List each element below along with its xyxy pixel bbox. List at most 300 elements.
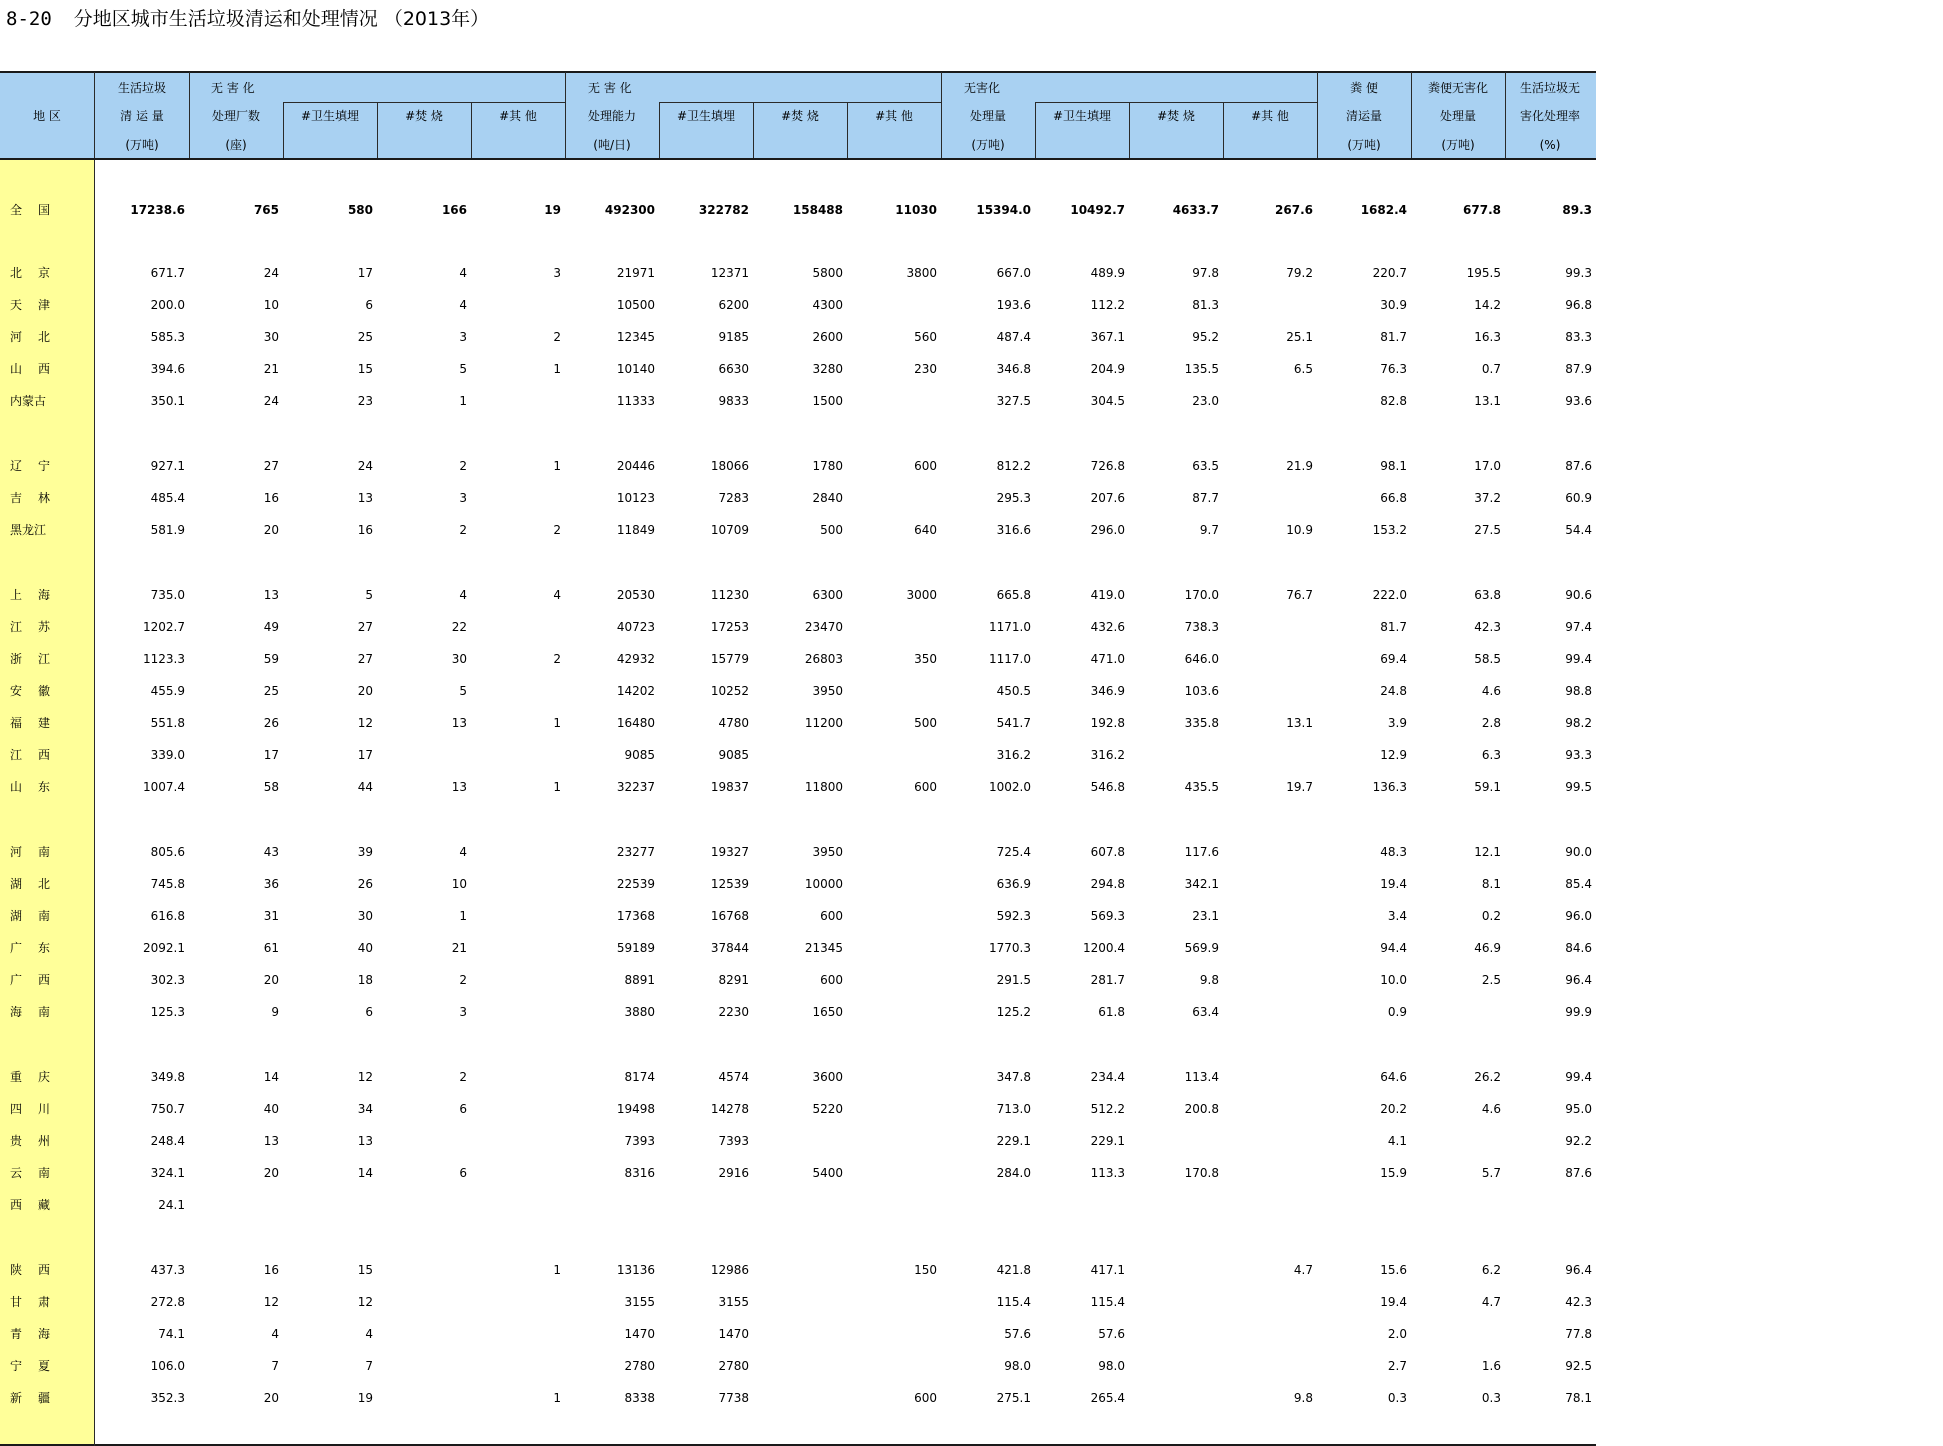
table-cell: 4.7 [1293,1263,1313,1277]
table-cell: 7 [271,1359,279,1373]
table-cell: 14.2 [1474,298,1501,312]
table-cell: 1 [459,394,467,408]
region-label-part: 北 [10,266,23,280]
header-harmless-volume: 无害化 [964,81,1001,95]
table-cell: 3 [459,491,467,505]
region-label-part: 西 [37,973,50,987]
table-cell: 5 [365,588,373,602]
table-cell: 6 [459,1102,467,1116]
region-label-part: 肃 [37,1295,50,1309]
region-column-divider [94,160,95,1446]
table-cell: 569.9 [1184,941,1219,955]
table-cell: 12.1 [1474,845,1501,859]
table-cell: 267.6 [1275,203,1313,217]
table-cell: 5220 [812,1102,843,1116]
region-label-part: 西 [10,1198,23,1212]
header-excrement-collected: 清运量 [1345,109,1383,123]
table-cell: 19327 [710,845,749,859]
region-label-part: 湖 [10,877,23,891]
table-cell: 64.6 [1380,1070,1407,1084]
table-cell: 92.5 [1565,1359,1592,1373]
region-label-part: 建 [37,716,50,730]
table-cell: 16480 [616,716,655,730]
table-cell: 7283 [718,491,749,505]
region-label-part: 宁 [10,1359,23,1373]
table-cell: 12 [357,1070,373,1084]
table-cell: 204.9 [1090,362,1125,376]
region-label [10,941,50,955]
table-cell: 1470 [718,1327,749,1341]
region-label-part: 南 [37,909,50,923]
table-cell: 304.5 [1090,394,1125,408]
table-cell: 2780 [718,1359,749,1373]
title-text: 分地区城市生活垃圾清运和处理情况 [73,8,378,30]
region-label [10,780,50,794]
table-cell: 8338 [624,1391,655,1405]
region-label-part: 国 [37,203,50,217]
region-label-part: 东 [37,780,50,794]
table-cell: 10140 [616,362,655,376]
table-cell: 432.6 [1090,620,1125,634]
header-capacity: 处理能力 [587,109,637,123]
table-cell: 15 [357,1263,373,1277]
table-cell: 2.7 [1387,1359,1407,1373]
table-cell: 1200.4 [1083,941,1125,955]
table-cell: 222.0 [1372,588,1407,602]
table-cell: 21.9 [1286,459,1313,473]
table-cell: 15.6 [1380,1263,1407,1277]
table-cell: 322782 [698,203,749,217]
table-cell: 14202 [616,684,655,698]
table-cell: 15779 [710,652,749,666]
region-label-part: 湖 [10,909,23,923]
table-cell: 581.9 [150,523,185,537]
table-cell: 103.6 [1184,684,1219,698]
table-cell: 13 [451,716,467,730]
table-cell: 27 [357,620,373,634]
table-cell: 81.3 [1192,298,1219,312]
table-cell: 87.6 [1565,1166,1592,1180]
table-cell: 2 [459,973,467,987]
table-cell: 10.9 [1286,523,1313,537]
table-cell: 302.3 [150,973,185,987]
table-cell: 58 [263,780,279,794]
region-label [10,1359,50,1373]
region-label [10,362,50,376]
table-cell: 352.3 [150,1391,185,1405]
table-cell: 646.0 [1184,652,1219,666]
table-cell: 4.6 [1481,1102,1501,1116]
region-label-part: 苏 [37,620,50,634]
header-excrement-treated: 处理量 [1439,109,1477,123]
table-cell: 200.8 [1184,1102,1219,1116]
table-cell: 15 [357,362,373,376]
table-cell: 12 [263,1295,279,1309]
table-cell: 81.7 [1380,620,1407,634]
table-cell: 26.2 [1474,1070,1501,1084]
header-bottom-rule [0,158,1596,160]
table-cell: 350.1 [150,394,185,408]
table-cell: 23.1 [1192,909,1219,923]
region-label [10,1070,50,1084]
table-cell: 2.0 [1387,1327,1407,1341]
table-cell: 21 [451,941,467,955]
table-cell: 6.2 [1481,1263,1501,1277]
region-label-part: 河 [10,845,23,859]
table-cell: 42.3 [1565,1295,1592,1309]
region-label [10,652,50,666]
region-label-part: 林 [37,491,50,505]
table-cell: 10123 [616,491,655,505]
region-label-part: 上 [10,588,23,602]
table-cell: 230 [914,362,937,376]
table-cell: 17253 [710,620,749,634]
region-label [10,298,50,312]
table-cell: 19 [357,1391,373,1405]
table-cell: 4.1 [1387,1134,1407,1148]
table-cell: 3.9 [1387,716,1407,730]
table-cell: 4574 [718,1070,749,1084]
table-cell: 600 [914,459,937,473]
region-label [10,203,50,217]
table-cell: 342.1 [1184,877,1219,891]
table-cell: 1117.0 [989,652,1031,666]
page-title [6,4,489,31]
table-cell: 3 [459,330,467,344]
region-label-part: 南 [37,1166,50,1180]
table-cell: 640 [914,523,937,537]
header-plant-count: 处理厂数 [211,109,261,123]
table-cell: 98.0 [1098,1359,1125,1373]
table-cell: 24 [357,459,373,473]
table-cell: 24 [263,394,279,408]
table-cell: 61.8 [1098,1005,1125,1019]
region-label [10,1263,50,1277]
region-label-part: 云 [10,1166,23,1180]
table-cell: 24.1 [158,1198,185,1212]
region-label-part: 宁 [37,459,50,473]
table-cell: 9 [271,1005,279,1019]
table-cell: 294.8 [1090,877,1125,891]
table-cell: 600 [820,973,843,987]
table-cell: 10252 [710,684,749,698]
table-cell: 99.3 [1565,266,1592,280]
table-cell: 9.7 [1199,523,1219,537]
table-cell: 546.8 [1090,780,1125,794]
table-cell: 19498 [616,1102,655,1116]
table-cell: 23.0 [1192,394,1219,408]
table-cell: 5800 [812,266,843,280]
region-label [10,266,50,280]
table-cell: 14 [263,1070,279,1084]
table-cell: 9185 [718,330,749,344]
region-label [10,1198,50,1212]
table-cell: 98.8 [1565,684,1592,698]
table-cell: 7738 [718,1391,749,1405]
table-cell: 23 [357,394,373,408]
table-cell: 66.8 [1380,491,1407,505]
table-cell: 1 [553,459,561,473]
table-cell: 13.1 [1474,394,1501,408]
table-cell: 20 [263,523,279,537]
table-cell: 30 [451,652,467,666]
table-cell: 2 [459,459,467,473]
table-cell: 1470 [624,1327,655,1341]
table-cell: 40723 [616,620,655,634]
table-cell: 16 [263,1263,279,1277]
table-cell: 13136 [616,1263,655,1277]
table-cell: 76.3 [1380,362,1407,376]
table-cell: 10 [263,298,279,312]
table-cell: 4300 [812,298,843,312]
table-cell: 13 [357,491,373,505]
table-cell: 96.4 [1565,1263,1592,1277]
table-cell: 3280 [812,362,843,376]
header-col-divider [1411,72,1412,158]
table-cell: 2 [459,1070,467,1084]
table-cell: 8174 [624,1070,655,1084]
table-cell: 9.8 [1199,973,1219,987]
table-cell: 63.5 [1192,459,1219,473]
table-cell: 580 [347,203,373,217]
region-label [10,588,50,602]
table-cell: 63.4 [1192,1005,1219,1019]
table-cell: 97.4 [1565,620,1592,634]
table-cell: 3880 [624,1005,655,1019]
region-label-part: 内蒙古 [10,394,47,408]
table-cell: 1 [553,780,561,794]
region-label-part: 甘 [10,1295,23,1309]
header-other-plants: #其 他 [499,109,537,123]
table-cell: 745.8 [150,877,185,891]
table-cell: 765 [253,203,279,217]
table-cell: 339.0 [150,748,185,762]
table-cell: 296.0 [1090,523,1125,537]
header-capacity-unit: (吨/日) [593,138,631,152]
table-cell: 95.2 [1192,330,1219,344]
header-excrement-collected: (万吨) [1347,138,1381,152]
table-cell: 541.7 [996,716,1031,730]
table-cell: 636.9 [996,877,1031,891]
region-label-part: 西 [37,362,50,376]
table-cell: 69.4 [1380,652,1407,666]
table-cell: 500 [914,716,937,730]
table-cell: 10000 [804,877,843,891]
table-cell: 31 [263,909,279,923]
table-cell: 24.8 [1380,684,1407,698]
table-cell: 59.1 [1474,780,1501,794]
table-cell: 27.5 [1474,523,1501,537]
table-cell: 16 [357,523,373,537]
table-cell: 10709 [710,523,749,537]
table-cell: 93.3 [1565,748,1592,762]
region-label [10,716,50,730]
table-cell: 349.8 [150,1070,185,1084]
table-cell: 170.8 [1184,1166,1219,1180]
table-cell: 4633.7 [1172,203,1219,217]
header-col-divider [565,72,566,158]
table-cell: 20 [263,1391,279,1405]
header-plant-count-unit: (座) [225,138,247,152]
table-cell: 20.2 [1380,1102,1407,1116]
header-subcol-divider [1223,102,1224,158]
table-cell: 40 [263,1102,279,1116]
header-subcol-divider [283,102,284,158]
table-cell: 18066 [710,459,749,473]
table-cell: 6630 [718,362,749,376]
table-cell: 220.7 [1372,266,1407,280]
table-cell: 19 [544,203,561,217]
table-cell: 19837 [710,780,749,794]
table-cell: 11200 [804,716,843,730]
table-cell: 6 [365,1005,373,1019]
table-cell: 367.1 [1090,330,1125,344]
table-cell: 63.8 [1474,588,1501,602]
table-cell: 4 [271,1327,279,1341]
table-cell: 9.8 [1293,1391,1313,1405]
table-cell: 30 [357,909,373,923]
region-label [10,684,50,698]
table-cell: 2780 [624,1359,655,1373]
header-group-rule [659,102,941,103]
header-top-rule [0,71,1596,73]
header-subcol-divider [753,102,754,158]
table-cell: 1123.3 [143,652,185,666]
table-cell: 32237 [616,780,655,794]
table-cell: 95.0 [1565,1102,1592,1116]
table-number: 8-20 [6,8,52,30]
table-cell: 327.5 [996,394,1031,408]
table-cell: 346.9 [1090,684,1125,698]
region-column-background [0,160,94,1444]
header-subcol-divider [659,102,660,158]
table-cell: 3155 [718,1295,749,1309]
header-subcol-divider [1035,102,1036,158]
table-cell: 24 [263,266,279,280]
table-cell: 927.1 [150,459,185,473]
table-cell: 335.8 [1184,716,1219,730]
table-cell: 4780 [718,716,749,730]
table-cell: 90.0 [1565,845,1592,859]
table-cell: 600 [914,1391,937,1405]
table-cell: 59189 [616,941,655,955]
table-cell: 9085 [718,748,749,762]
table-cell: 17 [357,748,373,762]
region-label-part: 京 [37,266,50,280]
region-label [10,394,50,408]
table-cell: 57.6 [1004,1327,1031,1341]
table-cell: 16 [263,491,279,505]
header-incineration-volume: #焚 烧 [1157,109,1195,123]
table-cell: 417.1 [1090,1263,1125,1277]
table-cell: 0.9 [1387,1005,1407,1019]
region-label [10,330,50,344]
table-cell: 90.6 [1565,588,1592,602]
table-cell: 1 [553,362,561,376]
header-landfill-volume: #卫生填埋 [1052,109,1112,123]
table-cell: 27 [357,652,373,666]
header-volume: 处理量 [969,109,1007,123]
region-label-part: 津 [37,298,50,312]
table-cell: 2 [459,523,467,537]
table-cell: 22539 [616,877,655,891]
table-cell: 74.1 [158,1327,185,1341]
table-cell: 419.0 [1090,588,1125,602]
region-label-part: 州 [37,1134,50,1148]
table-cell: 600 [820,909,843,923]
table-cell: 347.8 [996,1070,1031,1084]
table-cell: 500 [820,523,843,537]
table-cell: 11030 [895,203,937,217]
table-cell: 713.0 [996,1102,1031,1116]
table-cell: 115.4 [996,1295,1031,1309]
table-cell: 324.1 [150,1166,185,1180]
table-cell: 8891 [624,973,655,987]
table-cell: 60.9 [1565,491,1592,505]
table-cell: 1682.4 [1360,203,1407,217]
table-cell: 30 [263,330,279,344]
region-label [10,620,50,634]
table-cell: 136.3 [1372,780,1407,794]
table-cell: 76.7 [1286,588,1313,602]
region-label [10,909,50,923]
region-label-part: 江 [10,748,23,762]
table-cell: 512.2 [1090,1102,1125,1116]
table-cell: 725.4 [996,845,1031,859]
table-cell: 12 [357,716,373,730]
header-other-volume: #其 他 [1251,109,1289,123]
table-cell: 192.8 [1090,716,1125,730]
table-cell: 10 [451,877,467,891]
table-cell: 1770.3 [989,941,1031,955]
region-label [10,1391,50,1405]
table-cell: 37.2 [1474,491,1501,505]
table-cell: 5 [459,684,467,698]
region-label-part: 辽 [10,459,23,473]
table-cell: 10500 [616,298,655,312]
region-label [10,1102,50,1116]
header-subcol-divider [847,102,848,158]
table-cell: 6200 [718,298,749,312]
table-cell: 3 [553,266,561,280]
table-cell: 153.2 [1372,523,1407,537]
header-subcol-divider [377,102,378,158]
table-cell: 8291 [718,973,749,987]
table-cell: 37844 [710,941,749,955]
header-harmless-capacity: 无 害 化 [588,81,632,95]
header-region: 地 区 [33,109,61,123]
region-label-part: 海 [37,1327,50,1341]
table-cell: 12.9 [1380,748,1407,762]
table-cell: 7393 [624,1134,655,1148]
table-cell: 248.4 [150,1134,185,1148]
table-cell: 26 [357,877,373,891]
table-cell: 3155 [624,1295,655,1309]
table-cell: 25 [263,684,279,698]
table-cell: 1202.7 [143,620,185,634]
table-cell: 4.7 [1481,1295,1501,1309]
table-cell: 96.8 [1565,298,1592,312]
table-cell: 166 [441,203,467,217]
table-cell: 3000 [906,588,937,602]
region-label-part: 江 [10,620,23,634]
region-label-part: 青 [10,1327,23,1341]
table-cell: 17368 [616,909,655,923]
table-cell: 135.5 [1184,362,1219,376]
table-cell: 193.6 [996,298,1031,312]
table-cell: 2230 [718,1005,749,1019]
table-cell: 99.4 [1565,1070,1592,1084]
